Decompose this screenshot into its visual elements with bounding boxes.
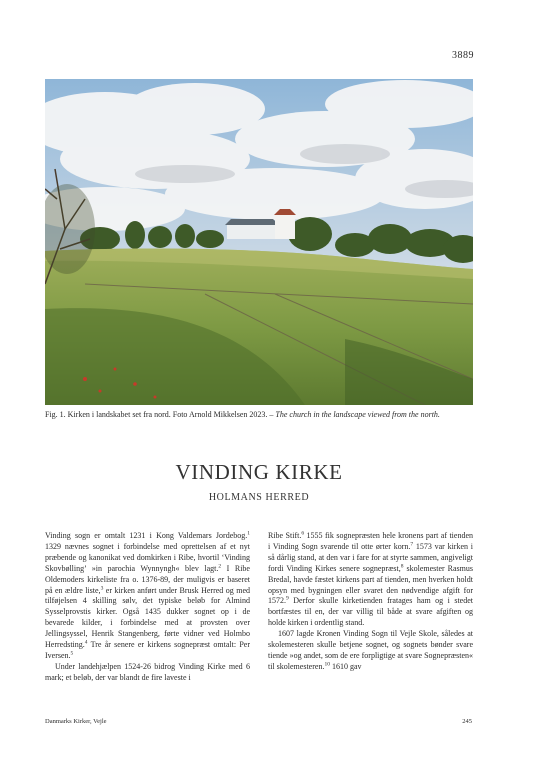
figure-caption [45, 409, 473, 420]
page-title: VINDING KIRKE [175, 460, 343, 484]
footer-publication: Danmarks Kirker, Vejle [45, 718, 107, 725]
paragraph: Vinding sogn er omtalt 1231 i Kong Valdemars Jordebog.$^1$ 1329 nævnes sognet i forbindelse med oprettelsen af et nyt præbende og kanonikat ved domkirken i Ribe, hvortil ‘Vinding Skovbølling’ »in parochia Wynnyngh« blev lagt.$^2$ I Ribe Oldemoders kirkeliste fra o. 1376-89, der muligvis er baseret på en ældre liste,$^3$ er kirken anført under Brusk Herred og med tilføjelsen 4 skilling sølv, det typiske beløb for Almind Sysselprovstis kirker. Også 1435 dukker sognet op i de bevarede kilder, i forbindelse med at provsten over Jellingsyssel, Henrik Stangenberg, førte vidner ved Holmbo Herredsting.$^4$ Tre år senere er kirkens sognepræst omtalt: Per Iversen.$^5$ [45, 530, 250, 660]
page-number: 3889 [452, 50, 474, 61]
paragraph: Under landehjælpen 1524-26 bidrog Vinding Kirke med 6 mark; et beløb, der var blandt de fire laveste i [45, 661, 250, 682]
paragraph: Ribe Stift.$^6$ 1555 fik sognepræsten hele kronens part af tienden i Vinding Sogn svarende til otte ørter korn.$^7$ 1573 var kirken i så dårlig stand, at den var i fare for at styrte sammen, angiveligt fordi Vinding Kirkes senere sognepræst,$^8$ skolemester Rasmus Bredal, havde fæstet kirkens part af tienden, men hverken holdt opsyn med bygningen eller svaret den nødvendige afgift for 1572.$^9$ Derfor skulle kirketienden fratages ham og i stedet bortfæstes til en, der var villig til både at svare afgiften og holde kirken i ordentlig stand. [268, 530, 474, 628]
paragraph: 1607 lagde Kronen Vinding Sogn til Vejle Skole, således at skolemesteren skulle betjene sognet, og sognets bønder svare tiende »og andet, som de ere forpligtige at svare Sognepræsten« til skolemesteren.$^{10}$ 1610 gav [268, 629, 473, 671]
caption-english: The church in the landscape viewed from the north. [275, 410, 440, 419]
caption-danish: Fig. 1. Kirken i landskabet set fra nord. Foto Arnold Mikkelsen 2023. – [45, 410, 276, 419]
page-subtitle: HOLMANS HERRED [208, 492, 310, 503]
church-landscape-image [45, 79, 473, 405]
landscape-photo [45, 79, 473, 405]
text-column-right [268, 531, 473, 673]
text-column-left [45, 531, 250, 684]
footer-page-number: 245 [462, 718, 472, 725]
